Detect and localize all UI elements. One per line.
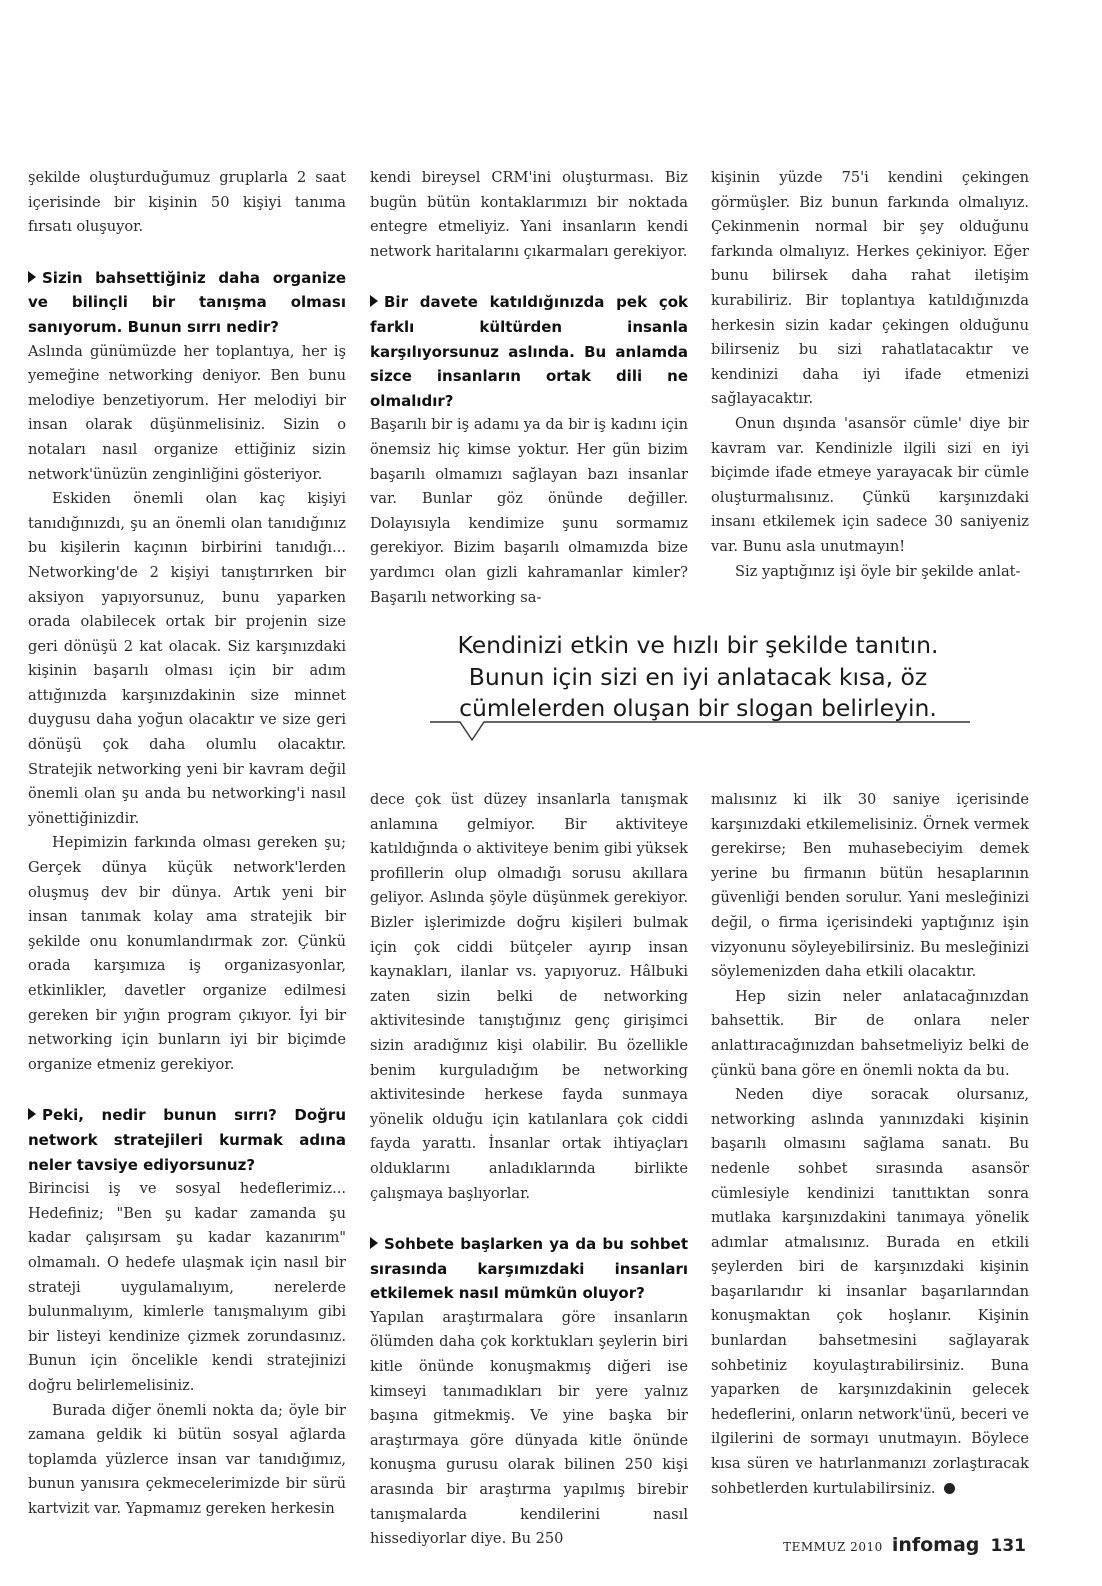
paragraph: Burada diğer önemli nokta da; öyle bir zamana geldik ki bütün sosyal ağlarda toplamda yüzlerce insan var tanıdığımız, bunun yanısıra çekmecelerimizde bir sürü kartvizit var. Yapmamız gereken herkesin [28,1401,346,1517]
pull-quote [428,630,968,725]
pull-quote-underline [430,716,970,744]
end-mark-icon [944,1483,955,1494]
paragraph: Onun dışında 'asansör cümle' diye bir kavram var. Kendinizle ilgili sizi en iyi biçimde ifade etmeye yarayacak bir cümle oluşturmalısınız. Çünkü karşınızdaki insanı etkilemek için sadece 30 saniyeniz var. Bunu asla unutmayın! [711,414,1029,555]
arrow-icon [370,1237,378,1249]
paragraph: malısınız ki ilk 30 saniye içerisinde karşınızdaki etkilemelisiniz. Örnek vermek gerekirse; Ben muhasebeciyim demek yerine bu firmanın bütün hesaplarının güvenliği benden sorulur. Yani mesleğinizi değil, o firma içerisindeki yaptığınız işin vizyonunu söyleyebilirsiniz. Bu mesleğinizi söylemenizden daha etkili olacaktır. [711,791,1029,981]
paragraph: Hep sizin neler anlatacağınızdan bahsettik. Bir de onlara neler anlattıracağınızdan bahsetmeliyiz belki de çünkü bana göre en önemli nokta da bu. [711,987,1029,1079]
paragraph: Aslında günümüzde her toplantıya, her iş yemeğine networking deniyor. Ben bunu melodiye benzetiyorum. Her melodiyi bir insan olarak düşünmelisiniz. Sizin o notaları nasıl organize ettiğiniz sizin network'ünüzün zenginliğini gösteriyor. [28,342,346,483]
page-footer [783,1534,1026,1556]
paragraph: Hepimizin farkında olması gereken şu; Gerçek dünya küçük network'lerden oluşmuş dev bir dünya. Artık yeni bir insan tanımak kolay ama stratejik bir şekilde onu konumlandırmak zor. Çünkü orada karşımıza iş organizasyonlar, etkinlikler, davetler organize edilmesi gereken bir yığın program çıkıyor. İyi bir networking için bunların iyi bir biçimde organize etmeniz gerekiyor. [28,834,346,1073]
interview-question: Sizin bahsettiğiniz daha organize ve bilinçli bir tanışma olması sanıyorum. Bunun sırrı nedir? [28,268,346,336]
paragraph: Yapılan araştırmalara göre insanların ölümden daha çok korktukları şeylerin biri kitle önünde konuşmakmış diğeri ise kimseyi tanımadıkları bir yere yalnız başına gitmekmiş. Ve yine başka bir araştırmaya göre dünyada kitle önünde konuşma gurusu olarak bilinen 250 kişi arasında bir araştırma yapılmış birebir tanışmalarda kendilerini nasıl hissediyorlar diye. Bu 250 [370,1308,688,1548]
column-2 [370,166,688,610]
paragraph: kendi bireysel CRM'ini oluşturması. Biz bugün bütün kontaklarımızı bir noktada entegre etmeliyiz. Yani insanların kendi network haritalarını çıkarmaları gerekiyor. [370,169,688,260]
paragraph: Siz yaptığınız işi öyle bir şekilde anlat- [735,562,1021,580]
paragraph: Neden diye soracak olursanız, networking aslında yanınızdaki kişinin başarılı olmasını sağlama sanatı. Bu nedenle sohbet sırasında asansör cümlesiyle kendinizi tanıttıktan sonra mutlaka karşınızdakini tanımaya yönelik adımlar atmalısınız. Burada en etkili şeylerden biri de karşınızdaki kişinin başarılarıdır ki insanlar başarılarından konuşmaktan çok hoşlanır. Kişinin bunlardan bahsetmesini sağlayarak sohbetiniz koyulaştırabilirsiniz. Buna yaparken de karşınızdakinin gelecek hedeflerini, onların network'ünü, beceri ve ilgilerini de sormayı unutmayın. Böylece kısa süren ve hatırlanmanızı zorlaştıracak sohbetlerden kurtulabilirsiniz. [711,1086,1029,1497]
pull-quote-line: Bunun için sizi en iyi anlatacak kısa, öz [468,662,928,691]
arrow-icon [28,271,36,283]
paragraph: şekilde oluşturduğumuz gruplarla 2 saat içerisinde bir kişinin 50 kişiyi tanıma fırsatı oluşuyor. [28,169,346,236]
interview-question: Sohbete başlarken ya da bu sohbet sırasında karşımızdaki insanları etkilemek nasıl mümkün oluyor? [370,1235,688,1303]
paragraph: kişinin yüzde 75'i kendini çekingen görmüşler. Biz bunun farkında olmalıyız. Çekinmenin normal bir şey olduğunu farkında olmalıyız. Herkes çekiniyor. Eğer bunu bilirsek daha rahat iletişim kurabiliriz. Bir toplantıya katıldığınızda herkesin sizin kadar çekingen olduğunu bilirseniz bu sizi rahatlatacaktır ve kendinizi daha iyi ifade etmenizi sağlayacaktır. [711,169,1029,408]
pull-quote-line: cümlelerden oluşan bir slogan belirleyin. [459,694,937,722]
arrow-icon [370,295,378,307]
column-5 [711,788,1029,1501]
column-3 [711,166,1029,584]
page-number: 131 [990,1536,1026,1556]
pull-quote-line: Kendinizi etkin ve hızlı bir şekilde tanıtın. [457,631,939,659]
magazine-brand: infomag [891,1534,980,1556]
paragraph: Eskiden önemli olan kaç kişiyi tanıdığınızdı, şu an önemli olan tanıdığınız bu kişilerin kaçının birbirini tanıdığı... Networking'de 2 kişiyi tanıştırırken bir aksiyon yapıyorsunuz, bunu yaparken orada olabilecek ortak bir projenin size geri dönüşü 2 kat olacak. Siz karşınızdaki kişinin başarılı olması için bir adım attığınızda karşınızdakinin size minnet duygusu daha yoğun olacaktır ve size geri dönüşü çok daha olumlu olacaktır. Stratejik networking yeni bir kavram değil önemli olan şu anda bu networking'i nasıl yönettiğinizdir. [28,490,346,827]
issue-date: TEMMUZ 2010 [783,1540,883,1554]
column-1 [28,166,346,1521]
column-4 [370,788,688,1552]
arrow-icon [28,1108,36,1120]
interview-question: Bir davete katıldığınızda pek çok farklı kültürden insanla karşılıyorsunuz aslında. Bu anlamda sizce insanların ortak dili ne olmalıdır? [370,293,688,410]
paragraph: Başarılı bir iş adamı ya da bir iş kadını için önemsiz hiç kimse yoktur. Her gün bizim başarılı olmamızı sağlayan bazı insanlar var. Bunlar göz önünde değiller. Dolayısıyla kendimize şunu sormamız gerekiyor. Bizim başarılı olmamızda bize yardımcı olan gizli kahramanlar kimler? Başarılı networking sa- [370,416,688,606]
paragraph: dece çok üst düzey insanlarla tanışmak anlamına gelmiyor. Bir aktiviteye katıldığında o aktiviteye benim gibi yüksek profillerin olup olmadığı sorusu akıllara geliyor. Aslında şöyle düşünmek gerekiyor. Bizler işlerimizde doğru kişileri bulmak için çok ciddi bütçeler ayırıp insan kaynakları, ilanlar vs. yapıyoruz. Hâlbuki zaten sizin belki de networking aktivitesinde tanıştığınız genç girişimci sizin aradığınız kişi olabilir. Bu özellikle benim kurguladığım be networking aktivitesinde herkese fayda sunmaya yönelik olduğu için katılanlara çok ciddi fayda yarattı. İnsanlar ortak ihtiyaçları olduklarını anladıklarında birlikte çalışmaya başlıyorlar. [370,791,688,1202]
interview-question: Peki, nedir bunun sırrı? Doğru network stratejileri kurmak adına neler tavsiye ediyorsunuz? [28,1106,346,1174]
paragraph: Birincisi iş ve sosyal hedeflerimiz... Hedefiniz; "Ben şu kadar zamanda şu kadar çalışırsam şu kadar kazanırım" olmamalı. O hedefe ulaşmak için nasıl bir strateji uygulamalıyım, nerelerde bulunmalıyım, kimlerle tanışmalıyım gibi bir listeyi kendinize çizmek zorundasınız. Bunun için öncelikle kendi stratejinizi doğru belirlemelisiniz. [28,1180,346,1394]
